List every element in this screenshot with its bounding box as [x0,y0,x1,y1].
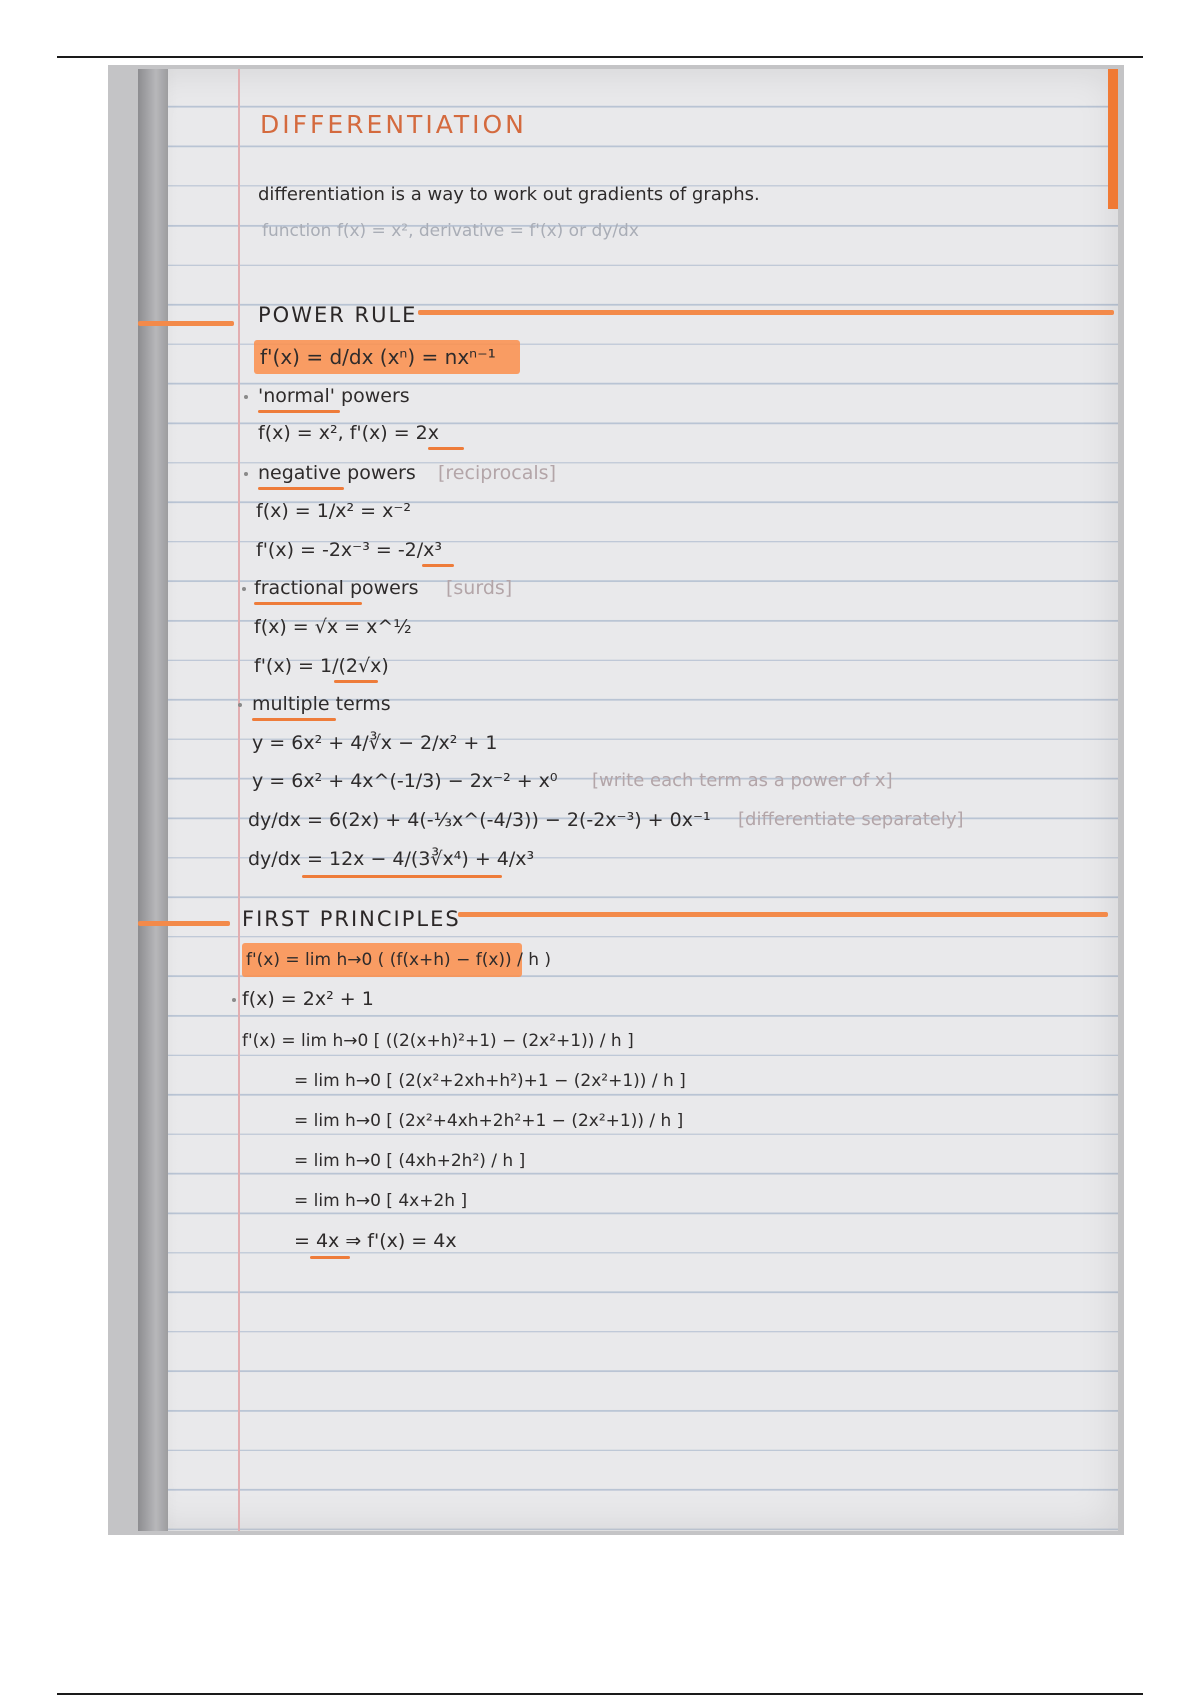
power-rule-heading: POWER RULE [258,303,418,327]
negative-powers-label: negative powers [258,462,416,484]
first-principles-bar-left [138,921,230,926]
negative-answer-underline [422,564,454,567]
notebook-binding [138,69,168,1531]
fractional-answer-underline [334,680,378,683]
bullet-negative [244,472,248,476]
multiple-line-4: dy/dx = 12x − 4/(3∛x⁴) + 4/x³ [248,848,535,870]
multiple-line-2: y = 6x² + 4x^(-1/3) − 2x⁻² + x⁰ [252,770,558,792]
top-rule [57,56,1143,58]
multiple-underline [252,718,336,721]
fractional-underline [254,602,362,605]
first-principles-heading: FIRST PRINCIPLES [242,907,461,931]
normal-powers-example: f(x) = x², f'(x) = 2x [258,422,440,444]
multiple-line-3: dy/dx = 6(2x) + 4(-⅓x^(-4/3)) − 2(-2x⁻³) + 0x⁻¹ [248,809,711,831]
fractional-line-1: f(x) = √x = x^½ [254,616,412,638]
margin-line [238,69,240,1531]
intro-line-2: function f(x) = x², derivative = f'(x) or dy/dx [262,221,639,241]
multiple-note-3: [differentiate separately] [738,809,964,830]
negative-line-1: f(x) = 1/x² = x⁻² [256,500,411,522]
multiple-terms-label: multiple terms [252,693,391,715]
normal-answer-underline [428,447,464,450]
fp-step-2: = lim h→0 [ (2(x²+2xh+h²)+1 − (2x²+1)) / h ] [294,1071,686,1091]
fp-step-4: = lim h→0 [ (4xh+2h²) / h ] [294,1151,526,1171]
fp-step-3: = lim h→0 [ (2x²+4xh+2h²+1 − (2x²+1)) / h ] [294,1111,684,1131]
multiple-line-1: y = 6x² + 4/∛x − 2/x² + 1 [252,732,498,754]
bullet-fractional [242,587,246,591]
negative-powers-note: [reciprocals] [438,462,556,484]
power-rule-bar-left [138,321,234,326]
multiple-answer-underline [302,875,502,878]
fractional-powers-label: fractional powers [254,577,419,599]
orange-page-tab [1108,69,1118,209]
negative-line-2: f'(x) = -2x⁻³ = -2/x³ [256,539,443,561]
negative-underline [258,487,344,490]
fractional-powers-note: [surds] [446,577,513,599]
power-rule-bar-right [418,310,1114,315]
fractional-line-2: f'(x) = 1/(2√x) [254,655,389,677]
bullet-normal [244,395,248,399]
normal-powers-label: 'normal' powers [258,385,410,407]
bottom-rule [57,1693,1143,1695]
first-principles-bar-right [458,912,1108,917]
fp-step-5: = lim h→0 [ 4x+2h ] [294,1191,468,1211]
bullet-example [232,998,236,1002]
bullet-multiple [238,703,242,707]
normal-underline [258,410,340,413]
multiple-note-2: [write each term as a power of x] [592,770,893,791]
intro-line-1: differentiation is a way to work out gradients of graphs. [258,184,760,205]
power-rule-formula: f'(x) = d/dx (xⁿ) = nxⁿ⁻¹ [260,345,496,369]
first-principles-example: f(x) = 2x² + 1 [242,988,374,1010]
fp-answer-underline [310,1256,350,1259]
fp-step-6: = 4x ⇒ f'(x) = 4x [294,1230,457,1252]
page-title: DIFFERENTIATION [260,110,527,139]
notebook-page [138,69,1118,1531]
notebook-photo [108,65,1124,1535]
first-principles-formula: f'(x) = lim h→0 ( (f(x+h) − f(x)) / h ) [246,950,552,970]
fp-step-1: f'(x) = lim h→0 [ ((2(x+h)²+1) − (2x²+1)) / h ] [242,1031,634,1051]
